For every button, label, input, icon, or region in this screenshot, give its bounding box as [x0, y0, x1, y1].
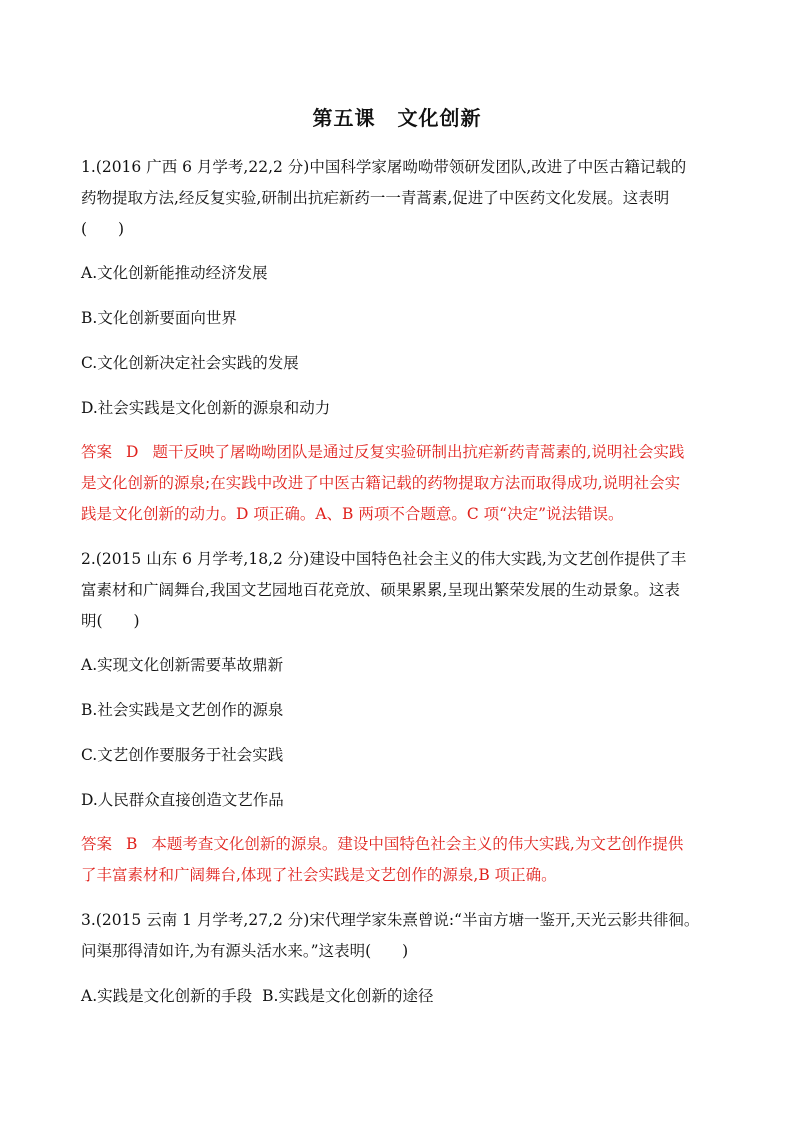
q1-answer-line-3: 践是文化创新的动力。D 项正确。A、B 两项不合题意。C 项“决定”说法错误。 — [81, 505, 624, 523]
q1-option-c: C.文化创新决定社会实践的发展 — [81, 354, 299, 372]
q3-stem-line-2: 问渠那得清如许,为有源头活水来。”这表明( ) — [81, 942, 409, 960]
q1-stem-line-2: 药物提取方法,经反复实验,研制出抗疟新药一一青蒿素,促进了中医药文化发展。这表明 — [81, 189, 670, 207]
q1-answer-choice: D — [126, 443, 139, 461]
q1-stem-line-1: 1.(2016 广西 6 月学考,22,2 分)中国科学家屠呦呦带领研发团队,改进了中医古籍记载的 — [81, 158, 687, 176]
q1-answer-label: 答案 — [81, 443, 113, 461]
q1-answer-line-2: 是文化创新的源泉;在实践中改进了中医古籍记载的药物提取方法而取得成功,说明社会实 — [81, 474, 681, 492]
lesson-number: 第五课 — [312, 106, 376, 130]
q2-answer-line-1 — [81, 834, 683, 854]
lesson-topic: 文化创新 — [397, 106, 482, 130]
q2-option-d: D.人民群众直接创造文艺作品 — [81, 791, 284, 809]
q2-answer-choice: B — [126, 835, 138, 853]
q3-options-line — [81, 986, 433, 1006]
q2-answer-line-2: 了丰富素材和广阔舞台,体现了社会实践是文艺创作的源泉,B 项正确。 — [81, 866, 557, 884]
q1-answer-text-1: 题干反映了屠呦呦团队是通过反复实验研制出抗疟新药青蒿素的,说明社会实践 — [152, 443, 685, 461]
q1-option-b: B.文化创新要面向世界 — [81, 309, 237, 327]
q2-stem-line-1: 2.(2015 山东 6 月学考,18,2 分)建设中国特色社会主义的伟大实践,为文艺创作提供了丰 — [81, 550, 687, 568]
q1-answer-line-1 — [81, 442, 684, 462]
q3-option-a: A.实践是文化创新的手段 — [81, 987, 253, 1005]
q2-option-b: B.社会实践是文艺创作的源泉 — [81, 701, 284, 719]
q2-answer-text-1: 本题考查文化创新的源泉。建设中国特色社会主义的伟大实践,为文艺创作提供 — [151, 835, 684, 853]
page-title — [0, 102, 794, 131]
q2-stem-line-3: 明( ) — [81, 612, 140, 630]
q1-option-a: A.文化创新能推动经济发展 — [81, 264, 268, 282]
q1-option-d: D.社会实践是文化创新的源泉和动力 — [81, 399, 331, 417]
q2-option-a: A.实现文化创新需要革故鼎新 — [81, 656, 284, 674]
q3-option-b: B.实践是文化创新的途径 — [262, 987, 434, 1005]
q3-stem-line-1: 3.(2015 云南 1 月学考,27,2 分)宋代理学家朱熹曾说:“半亩方塘一鉴开,天光云影共徘徊。 — [81, 911, 700, 929]
q2-stem-line-2: 富素材和广阔舞台,我国文艺园地百花竞放、硕果累累,呈现出繁荣发展的生动景象。这表 — [81, 581, 680, 599]
q1-stem-line-3: ( ) — [81, 220, 125, 238]
q2-option-c: C.文艺创作要服务于社会实践 — [81, 746, 284, 764]
q2-answer-label: 答案 — [81, 835, 113, 853]
